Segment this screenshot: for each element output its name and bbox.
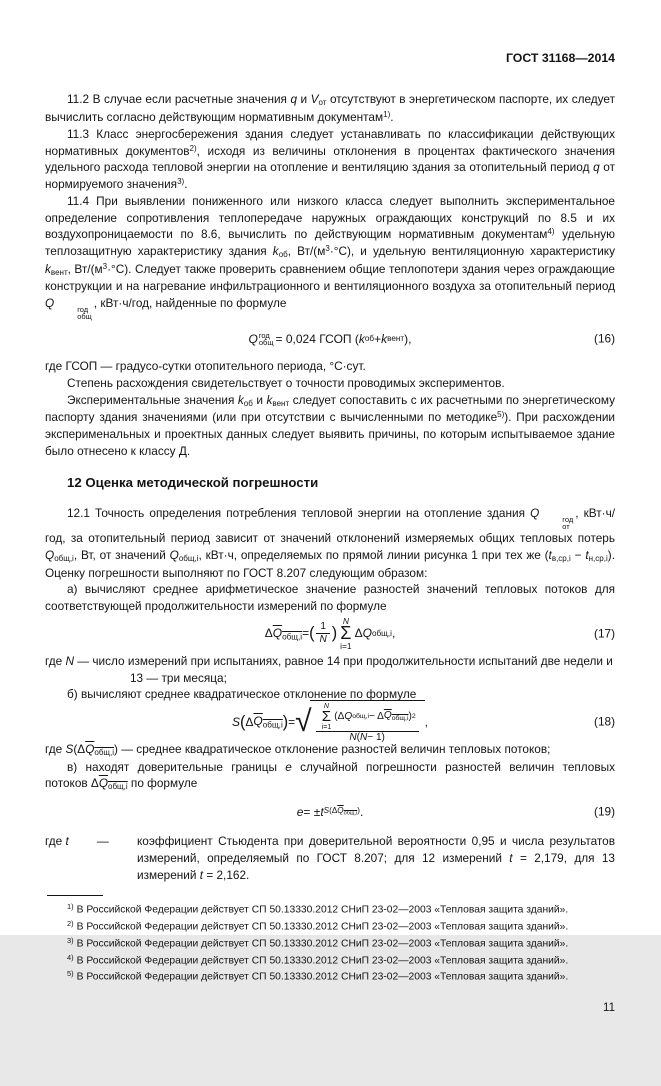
text-run	[310, 700, 425, 745]
formula-16-body	[249, 331, 412, 348]
text-run: .	[184, 177, 188, 192]
text-run: общ	[77, 312, 92, 322]
footnote-3-marker: 3)	[67, 935, 74, 945]
text-run: k	[45, 261, 51, 276]
text-run: =	[302, 626, 310, 641]
formula-17-body	[265, 617, 396, 651]
text-run: Δ	[264, 626, 273, 641]
paragraph-experimental	[45, 392, 615, 460]
text-run: Q	[253, 714, 263, 729]
text-run	[322, 703, 332, 731]
text-run	[316, 703, 419, 731]
text-run: k	[266, 392, 273, 407]
text-run: N	[342, 615, 349, 626]
paragraph-11-3	[45, 126, 615, 193]
text-run	[337, 806, 357, 815]
text-run: 3	[325, 244, 330, 254]
text-run: )	[282, 712, 289, 731]
text-run: (Δ	[334, 710, 345, 722]
where-n-line1	[45, 653, 615, 670]
page-number: 11	[603, 1001, 615, 1014]
text-run: 11.2 В случае если расчетные значения	[67, 92, 291, 107]
text-run: Q	[85, 742, 95, 757]
text-run	[316, 731, 419, 744]
text-run: ,	[391, 626, 396, 641]
doc-header: ГОСТ 31168—2014	[505, 51, 615, 65]
where-gsop: где ГСОП — градусо-сутки отопительного периода, °С·сут.	[45, 359, 366, 374]
text-run: (Δ	[329, 806, 338, 816]
text-run: N	[65, 653, 75, 668]
formula-19-body	[297, 804, 364, 821]
text-run: Q	[169, 547, 179, 562]
footnote-4-marker: 4)	[67, 952, 74, 962]
text-run: Q	[344, 710, 353, 722]
text-run: Δ	[354, 626, 363, 641]
text-run	[340, 617, 351, 651]
text-run: )	[357, 806, 360, 816]
text-run: t	[199, 867, 204, 882]
text-run: 11.4 При выявлении пониженного или низкого класса следует выполнить экспериментальное определение сопротивления теплопередаче наружных ограждающих конструкций по 8.5 и их воздухопроницаемости по 8.6, вычислить по действующим нормативным документам	[45, 193, 615, 242]
text-run: по формуле	[127, 776, 198, 791]
text-run: е	[285, 759, 292, 774]
text-run: k	[272, 244, 279, 259]
text-run: =	[288, 714, 296, 729]
text-run: 1	[320, 621, 326, 633]
text-run	[259, 332, 274, 346]
text-run: t	[320, 804, 324, 819]
text-run	[316, 621, 329, 646]
footnote-5	[45, 967, 615, 984]
text-run: N	[323, 702, 329, 710]
text-run: 1)	[383, 110, 391, 120]
text-run: , кВт·ч, определяемых по прямой линии рисунка 1 при тех же (	[198, 547, 549, 562]
text-run: V	[310, 92, 319, 107]
text-run: год	[77, 305, 89, 315]
footnote-2-marker: 2)	[67, 919, 74, 929]
text-run: k	[381, 331, 388, 346]
text-run: Q	[98, 776, 108, 791]
text-run: , кВт·ч/год, найденные по формуле	[93, 296, 287, 311]
text-run: об	[278, 250, 288, 260]
formula-18	[45, 702, 615, 744]
text-run: и	[252, 392, 267, 407]
text-run	[540, 516, 573, 530]
footnote-1-text: В Российской Федерации действует СП 50.13330.2012 СНиП 23-02—2003 «Тепловая защита зданий».	[76, 904, 569, 916]
text-run: общ,i	[108, 782, 128, 792]
footnote-3	[45, 934, 615, 951]
text-run: , исходя из величины отклонения в процентах фактического значения удельного расхода тепловой энергии на отопление и вентиляцию здания за отопительный период	[45, 143, 615, 175]
text-run	[316, 633, 329, 646]
page-footer	[45, 883, 615, 1086]
text-run: е	[296, 804, 304, 819]
text-run: год	[258, 331, 270, 341]
text-run: общ,i	[391, 715, 409, 723]
item-b: б) вычисляют среднее квадратическое отклонение по формуле	[67, 687, 417, 702]
text-run: и	[297, 92, 311, 107]
text-run: = 2,162.	[203, 867, 250, 882]
text-run: об	[364, 334, 375, 344]
text-run: Q	[362, 626, 372, 641]
formula-19	[45, 801, 615, 823]
text-run	[85, 742, 114, 756]
text-run: следует сопоставить с их расчетными по энергетическому паспорту здания значениями (или при отсутствии с вычисленными по методике	[45, 392, 615, 425]
where-n-line2: 13 — три месяца;	[130, 670, 227, 685]
text-run: N	[319, 634, 327, 646]
text-run: , Вт, от значений	[73, 547, 170, 562]
text-run: t	[585, 547, 589, 562]
where-t-dash: —	[97, 834, 109, 849]
text-run: Q	[45, 296, 55, 311]
footnote-separator	[47, 895, 103, 896]
text-run: ),	[404, 331, 412, 346]
text-run: ) — среднее квадратическое отклонение разностей величин тепловых потоков;	[114, 742, 551, 757]
text-run: где	[45, 742, 66, 757]
text-run: q	[290, 92, 297, 107]
text-run: отсутствуют в энергетическом паспорте, их следует вычислить согласно действующим нормативным документам	[45, 92, 615, 125]
text-run: N	[349, 732, 357, 744]
text-run: t	[509, 850, 513, 865]
footnote-3-text: В Российской Федерации действует СП 50.13330.2012 СНиП 23-02—2003 «Тепловая защита зданий».	[76, 938, 569, 950]
item-v	[45, 759, 615, 793]
text-run: год	[562, 515, 574, 525]
text-run: в,ср,i	[551, 554, 571, 564]
text-run: = ±	[303, 804, 321, 819]
text-run: 12.1 Точность определения потребления тепловой энергии на отопление здания	[67, 506, 531, 521]
formula-17-number: (17)	[594, 626, 615, 641]
text-run: N	[359, 732, 368, 744]
text-run: .	[359, 804, 364, 819]
formula-17	[45, 615, 615, 652]
text-run: общ,i	[371, 629, 392, 639]
text-run: ). При расхождении эксперименальных и проектных данных следует выявить причины, по которым испытываемое здание было отнесено к классу Д.	[45, 410, 616, 458]
text-run: (	[240, 712, 246, 731]
footnote-4	[45, 951, 615, 968]
text-run: +	[374, 331, 382, 346]
text-run: общ	[258, 338, 274, 348]
text-run: S	[65, 742, 74, 757]
formula-16	[45, 328, 615, 350]
text-run: вент	[50, 267, 68, 277]
text-run: где	[45, 834, 66, 849]
text-run	[383, 710, 412, 723]
text-run: (	[356, 732, 360, 744]
formula-18-number: (18)	[594, 714, 615, 729]
text-run: )	[331, 624, 338, 643]
text-run: 2)	[189, 143, 197, 153]
text-run: (Δ	[73, 742, 86, 757]
text-run	[99, 776, 128, 790]
where-t-label	[45, 833, 97, 850]
text-run: (	[309, 624, 315, 643]
paragraph-12-1	[45, 505, 615, 581]
text-run: k	[358, 331, 365, 346]
text-run	[253, 713, 282, 731]
text-run: − Δ	[368, 710, 384, 722]
text-run: Q	[530, 506, 540, 521]
where-t	[45, 833, 615, 883]
paragraph-11-4	[45, 193, 615, 320]
text-run: общ,i	[94, 748, 115, 758]
text-run: от	[318, 98, 327, 108]
text-run: ·°С). Следует также проверить сравнением общие теплопотери здания через ограждающие конструкции и на нагревание инфильтрационного и вентиляционного воздуха за отопительный период	[45, 261, 615, 294]
text-run: t	[548, 547, 552, 562]
text-run	[316, 621, 329, 633]
text-run: i=1	[321, 724, 332, 732]
formula-18-body	[232, 700, 428, 745]
text-run: Σ	[340, 623, 352, 644]
text-run: ,	[424, 714, 428, 729]
text-run: где	[45, 653, 66, 668]
footnote-1	[45, 900, 615, 917]
item-a: а) вычисляют среднее арифметическое значение разностей значений тепловых потоков для соответствующей продолжительности измерений по формуле	[45, 582, 615, 614]
text-run: 5)	[497, 410, 505, 420]
text-run: Q	[272, 625, 283, 640]
text-run: Экспериментальные значения	[67, 392, 238, 407]
text-run: √	[295, 705, 312, 739]
text-run: от	[562, 522, 570, 532]
text-run: Δ	[245, 714, 254, 729]
text-run: удельную теплозащитную характеристику здания	[45, 227, 615, 259]
text-run	[316, 703, 419, 745]
text-run	[273, 625, 302, 643]
text-run: 2	[411, 712, 416, 720]
footnote-5-text: В Российской Федерации действует СП 50.13330.2012 СНиП 23-02—2003 «Тепловая защита зданий».	[76, 971, 569, 983]
footnote-4-text: В Российской Федерации действует СП 50.13330.2012 СНиП 23-02—2003 «Тепловая защита зданий».	[76, 954, 569, 966]
formula-16-number: (16)	[594, 331, 615, 346]
text-run: )	[408, 710, 412, 722]
where-t-body	[137, 833, 615, 883]
text-run	[324, 805, 360, 818]
footnote-2	[45, 917, 615, 934]
text-run: в) находят доверительные границы	[67, 759, 286, 774]
section-12-heading: 12 Оценка методической погрешности	[67, 475, 319, 491]
text-run: 3)	[177, 177, 185, 187]
text-run: −	[570, 547, 586, 562]
formula-19-number: (19)	[594, 804, 615, 819]
text-run: случайной погрешности разностей величин тепловых потоков Δ	[45, 759, 615, 791]
text-run: , Вт/(м	[287, 244, 326, 259]
text-run: 3	[102, 261, 108, 271]
text-run: i=1	[340, 641, 352, 652]
text-run: об	[243, 398, 253, 408]
text-run: вент	[387, 334, 405, 344]
text-run: Q	[383, 710, 392, 722]
text-run: t	[65, 834, 69, 849]
text-run	[295, 700, 424, 745]
paragraph-11-2	[45, 91, 615, 125]
text-run: = 2,179, для 13 измерений	[137, 850, 615, 882]
text-run: = 0,024 ГСОП (	[275, 331, 359, 346]
text-run: − 1)	[367, 732, 385, 744]
text-run: ). Оценку погрешности выполняют по ГОСТ 8.207 следующим образом:	[45, 547, 615, 580]
text-run: общ,i	[262, 720, 283, 730]
text-run: общ,i	[282, 632, 303, 642]
footnote-2-text: В Российской Федерации действует СП 50.13330.2012 СНиП 23-02—2003 «Тепловая защита зданий».	[76, 921, 569, 933]
text-run: общ,i	[343, 810, 358, 817]
text-run: ·°С), и удельную вентиляционную характеристику	[329, 244, 615, 259]
text-run: коэффициент Стьюдента при доверительной вероятности 0,95 и числа результатов измерений, определяемый по ГОСТ 8.207; для 12 измерений	[137, 834, 615, 865]
text-run: общ,i	[54, 554, 74, 564]
text-run: .	[390, 110, 394, 125]
text-run: 4)	[547, 227, 555, 237]
text-run: k	[237, 392, 244, 407]
text-run: 11.3 Класс энергосбережения здания следует устанавливать по классификации действующих нормативных документов	[45, 126, 615, 158]
footnote-1-marker: 1)	[67, 902, 74, 912]
text-run: Σ	[321, 707, 332, 725]
text-run: общ,i	[352, 712, 369, 720]
footnote-5-marker: 5)	[67, 969, 74, 979]
text-run: S	[232, 714, 241, 729]
text-run: , Вт/(м	[67, 261, 103, 276]
text-run: q	[593, 160, 600, 175]
text-run: от нормируемого значения	[45, 160, 615, 192]
paragraph-stepen: Степень расхождения свидетельствует о точности проводимых экспериментов.	[67, 375, 505, 390]
text-run: вент	[272, 398, 290, 408]
text-run: н,ср,i	[588, 554, 608, 564]
text-run: , кВт·ч/год, за отопительный период зависит от значений отклонений измеряемых общих тепловых потерь	[45, 506, 615, 546]
text-run: общ,i	[178, 554, 199, 564]
text-run: Q	[337, 806, 344, 816]
text-run: Q	[45, 547, 55, 562]
text-run: Q	[248, 331, 258, 346]
text-run: — число измерений при испытаниях, равное 14 при продолжительности испытаний две недели и	[74, 653, 613, 668]
text-run	[55, 306, 92, 320]
text-run: S	[323, 806, 330, 816]
